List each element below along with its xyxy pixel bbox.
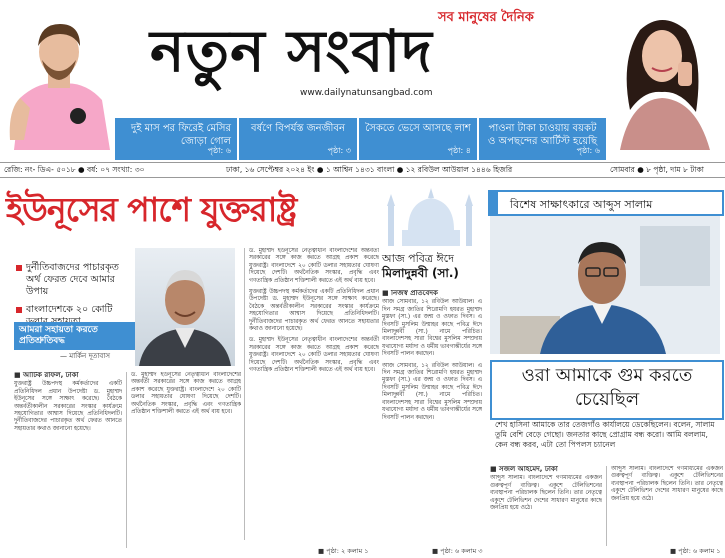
eid-byline: ■ নিজস্ব প্রতিবেদক (382, 290, 438, 297)
date-bar (0, 162, 725, 178)
eid-headline[interactable] (382, 252, 480, 280)
eid-title-line2: মিলাদুন্নবী (সা.) (382, 266, 459, 280)
lead-quote: আমরা সহায়তা করতে প্রতিশ্রুতিবদ্ধ (14, 322, 139, 350)
lead-body-col2 (126, 372, 241, 548)
footballer-photo (0, 0, 118, 150)
lead-continue[interactable]: ■ পৃষ্ঠা: ২ কলাম ১ (318, 547, 369, 555)
lead-body: যুক্তরাষ্ট্র উচ্চপদস্থ কর্মকর্তাদের একটি প্রতিনিধিদল প্রধান উপদেষ্টা ড. মুহাম্মদ ইউনূসের সঙ্গে সাক্ষাৎ করেছে। বৈঠকে অন্তর্বর্তীকালীন সরকারের সংস্কার কার্যক্রমে সহযোগিতার আশ্বাস দিয়েছে প্রতিনিধিদলটি। দুর্নীতিবাজদের পাচারকৃত অর্থ ফেরত আনতে সহায়তার কথাও জানানো হয়েছে। (14, 381, 122, 432)
eid-text: আজ সোমবার, ১২ রবিউল আউয়াল। এ দিন সমগ্র জাতির শিরোমণি হযরত মুহাম্মদ মুস্তফা (সা.) এর জন্ম ও ওফাত দিবস। এ দিবসটি মুসলিম উম্মাহর কাছে পবিত্র ঈদে মিলাদুন্নবী (সা.) নামে পরিচিত। বাংলাদেশসহ সারা বিশ্বের মুসলিম সম্প্রদায় যথাযোগ্য মর্যাদা ও ধর্মীয় ভাবগাম্ভীর্যের সঙ্গে দিবসটি পালন করছেন। (382, 299, 482, 358)
masthead-title: নতুন সংবাদ (150, 17, 433, 85)
teaser-page: পৃষ্ঠা: ৬ (207, 146, 231, 155)
teaser-page: পৃষ্ঠা: ৩ (327, 146, 351, 155)
eid-continue[interactable]: ■ পৃষ্ঠা: ৬ কলাম ৩ (432, 547, 483, 555)
teaser-page: পৃষ্ঠা: ৬ (576, 146, 600, 155)
eid-body (382, 290, 482, 540)
lead-body-cont: যুক্তরাষ্ট্র উচ্চপদস্থ কর্মকর্তাদের একটি প্রতিনিধিদল প্রধান উপদেষ্টা ড. মুহাম্মদ ইউনূসের সঙ্গে সাক্ষাৎ করেছে। বৈঠকে অন্তর্বর্তীকালীন সরকারের সংস্কার কার্যক্রমে সহযোগিতার আশ্বাস দিয়েছে প্রতিনিধিদলটি। দুর্নীতিবাজদের পাচারকৃত অর্থ ফেরত আনতে সহায়তার কথাও জানানো হয়েছে। (249, 289, 379, 333)
masthead-url[interactable]: www.dailynatunsangbad.com (300, 88, 433, 98)
label-accent-bar (490, 192, 498, 214)
issue-date: ঢাকা, ১৬ সেপ্টেম্বর ২০২৪ ইং ● ১ আশ্বিন ১৪৩১ বাংলা ● ১২ রবিউল আউয়াল ১৪৪৬ হিজরি (226, 165, 513, 174)
interview-text: আব্দুস সালাম। বাংলাদেশে গণমাধ্যমের একজন গুরুত্বপূর্ণ ব্যক্তিত্ব। একুশে টেলিভিশনের ব্যবস্থাপনা পরিচালক ছিলেন তিনি। তার নেতৃত্বে একুশে টেলিভিশন দেশের সাধারণ মানুষের কাছে জনপ্রিয় হয়ে ওঠে। (490, 475, 602, 512)
lead-quote-source: — মার্কিন দূতাবাস (60, 352, 110, 360)
registration-info: রেজি: নং- ডিএ- ৫০১৮ ● বর্ষ: ০৭ সংখ্যা: ৩০ (4, 165, 145, 174)
teaser-beach[interactable] (359, 118, 477, 160)
lead-byline: ■ আর্টিক রাফল, ঢাকা (14, 372, 79, 379)
lead-body-cont: ড. মুহাম্মদ ইউনূসের নেতৃত্বাধীন বাংলাদেশের অন্তর্বর্তী সরকারের সঙ্গে কাজ করতে আগ্রহ প্রকাশ করেছে যুক্তরাষ্ট্র। বাংলাদেশে ২০ কোটি ডলার সহায়তার ঘোষণা দিয়েছে দেশটি। অর্থনৈতিক সংস্কার, প্রবৃদ্ধি এবং গণতান্ত্রিক প্রতিষ্ঠান শক্তিশালী করতে এই অর্থ ব্যয় হবে। (249, 337, 379, 374)
teaser-messi[interactable] (115, 118, 237, 160)
eid-text: আজ সোমবার, ১২ রবিউল আউয়াল। এ দিন সমগ্র জাতির শিরোমণি হযরত মুহাম্মদ মুস্তফা (সা.) এর জন্ম ও ওফাত দিবস। এ দিবসটি মুসলিম উম্মাহর কাছে পবিত্র ঈদে মিলাদুন্নবী (সা.) নামে পরিচিত। বাংলাদেশসহ সারা বিশ্বের মুসলিম সম্প্রদায় যথাযোগ্য মর্যাদা ও ধর্মীয় ভাবগাম্ভীর্যের সঙ্গে দিবসটি পালন করছেন। (382, 362, 482, 421)
teaser-text: দুই মাস পর ফিরেই মেসির জোড়া গোল (131, 123, 231, 147)
interview-byline: ■ সজল আহমেদ, ঢাকা (490, 466, 558, 473)
interview-label-box (488, 190, 724, 216)
lead-body-col3 (244, 248, 379, 540)
interview-body-col2 (606, 466, 723, 546)
lead-body-col1 (14, 372, 122, 548)
bullet-item: দুর্নীতিবাজদের পাচারকৃত অর্থ ফেরত দেবে আমার উপায় (16, 262, 131, 298)
teaser-artist[interactable] (479, 118, 606, 160)
price-info: সোমবার ● ৮ পৃষ্ঠা, দাম ৮ টাকা (610, 165, 704, 174)
interview-label: বিশেষ সাক্ষাৎকারে আব্দুস সালাম (510, 198, 653, 211)
teaser-text: সৈকতে ভেসে আসছে লাশ (365, 123, 471, 134)
teaser-rain[interactable] (239, 118, 357, 160)
masthead-tagline: সব মানুষের দৈনিক (438, 10, 534, 25)
mosque-illustration (382, 186, 480, 248)
bullet-item: বাংলাদেশকে ২০ কোটি (16, 304, 131, 328)
lead-body-cont: ড. মুহাম্মদ ইউনূসের নেতৃত্বাধীন বাংলাদেশের অন্তর্বর্তী সরকারের সঙ্গে কাজ করতে আগ্রহ প্রকাশ করেছে যুক্তরাষ্ট্র। বাংলাদেশে ২০ কোটি ডলার সহায়তার ঘোষণা দিয়েছে দেশটি। অর্থনৈতিক সংস্কার, প্রবৃদ্ধি এবং গণতান্ত্রিক প্রতিষ্ঠান শক্তিশালী করতে এই অর্থ ব্যয় হবে। (249, 248, 379, 284)
lead-body-cont: ড. মুহাম্মদ ইউনূসের নেতৃত্বাধীন বাংলাদেশের অন্তর্বর্তী সরকারের সঙ্গে কাজ করতে আগ্রহ প্রকাশ করেছে যুক্তরাষ্ট্র। বাংলাদেশে ২০ কোটি ডলার সহায়তার ঘোষণা দিয়েছে দেশটি। অর্থনৈতিক সংস্কার, প্রবৃদ্ধি এবং গণতান্ত্রিক প্রতিষ্ঠান শক্তিশালী করতে এই অর্থ ব্যয় হবে। (131, 372, 241, 416)
actress-photo (600, 0, 725, 150)
interview-body-col1 (490, 466, 602, 546)
interview-continue[interactable]: ■ পৃষ্ঠা: ৬ কলাম ১ (670, 547, 721, 555)
teaser-page: পৃষ্ঠা: ৪ (447, 146, 471, 155)
yunus-photo (135, 248, 235, 366)
interview-text: আব্দুস সালাম। বাংলাদেশে গণমাধ্যমের একজন গুরুত্বপূর্ণ ব্যক্তিত্ব। একুশে টেলিভিশনের ব্যবস্থাপনা পরিচালক ছিলেন তিনি। তার নেতৃত্বে একুশে টেলিভিশন দেশের সাধারণ মানুষের কাছে জনপ্রিয় হয়ে ওঠে। (611, 466, 723, 502)
lead-headline[interactable]: ইউনূসের পাশে যুক্তরাষ্ট্র (6, 190, 297, 229)
interview-headline[interactable]: ওরা আমাকে গুম করতে চেয়েছিল (490, 360, 724, 420)
teaser-text: বর্ষণে বিপর্যস্ত জনজীবন (251, 123, 345, 134)
eid-title-line1: আজ পবিত্র ঈদে (382, 252, 454, 265)
teaser-text: পাওনা টাকা চাওয়ায় বয়কট ও অপছন্দের আর্টিস্ট হয়েছি (487, 123, 598, 147)
interview-caption: শেখ হাসিনা আমাকে তার তেজগাঁও কার্যালয়ে ডেকেছিলেন। বলেন, সালাম তুমি বেশি বেড়ে গেছো। জনতার কাছে প্রোগ্রাম বন্ধ করো। আমি বললাম, কেন বন্ধ করব, এটা তো পিপলস চ্যানেল (495, 420, 715, 449)
salam-photo (490, 216, 720, 354)
